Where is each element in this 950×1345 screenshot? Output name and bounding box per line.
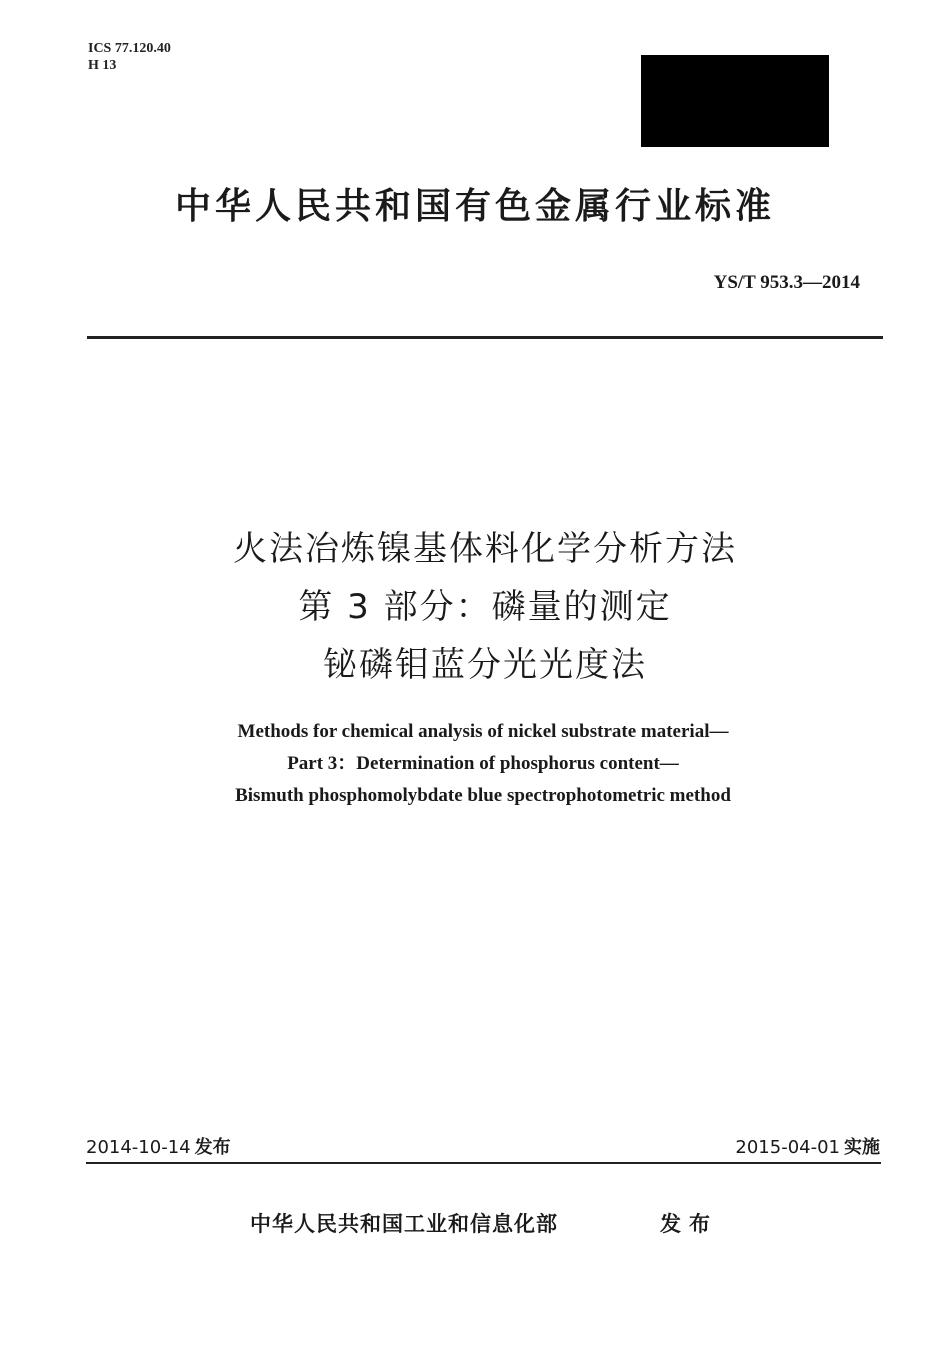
issuer-name: 中华人民共和国工业和信息化部	[250, 1212, 558, 1236]
standard-number: YS/T 953.3—2014	[713, 272, 860, 293]
ccs-code: H 13	[88, 58, 117, 73]
implementation-date	[735, 1133, 880, 1159]
chinese-title-line-1: 火法冶炼镍基体料化学分析方法	[233, 529, 737, 569]
issue-date-label: 发布	[194, 1137, 231, 1158]
chinese-title-line-2: 第 3 部分：磷量的测定	[298, 587, 672, 627]
classification-codes	[88, 40, 171, 74]
standard-type-heading: 中华人民共和国有色金属行业标准	[174, 186, 775, 227]
english-title	[0, 716, 950, 812]
english-title-line-3: Bismuth phosphomolybdate blue spectrophotometric method	[235, 785, 731, 806]
issue-date-value: 2014-10-14	[86, 1137, 191, 1158]
implementation-date-label: 实施	[844, 1137, 880, 1158]
ics-code: ICS 77.120.40	[88, 41, 171, 56]
issuer-action: 发布	[660, 1212, 718, 1236]
chinese-title-line-3: 铋磷钼蓝分光光度法	[323, 645, 647, 685]
bottom-divider	[86, 1162, 881, 1164]
english-title-line-1: Methods for chemical analysis of nickel substrate material—	[237, 721, 729, 742]
english-title-line-2: Part 3：Determination of phosphorus content—	[287, 753, 679, 774]
issue-date	[86, 1133, 231, 1159]
top-divider	[87, 336, 883, 339]
implementation-date-value: 2015-04-01	[735, 1137, 840, 1158]
chinese-title	[0, 520, 950, 694]
redaction-box	[641, 55, 829, 147]
